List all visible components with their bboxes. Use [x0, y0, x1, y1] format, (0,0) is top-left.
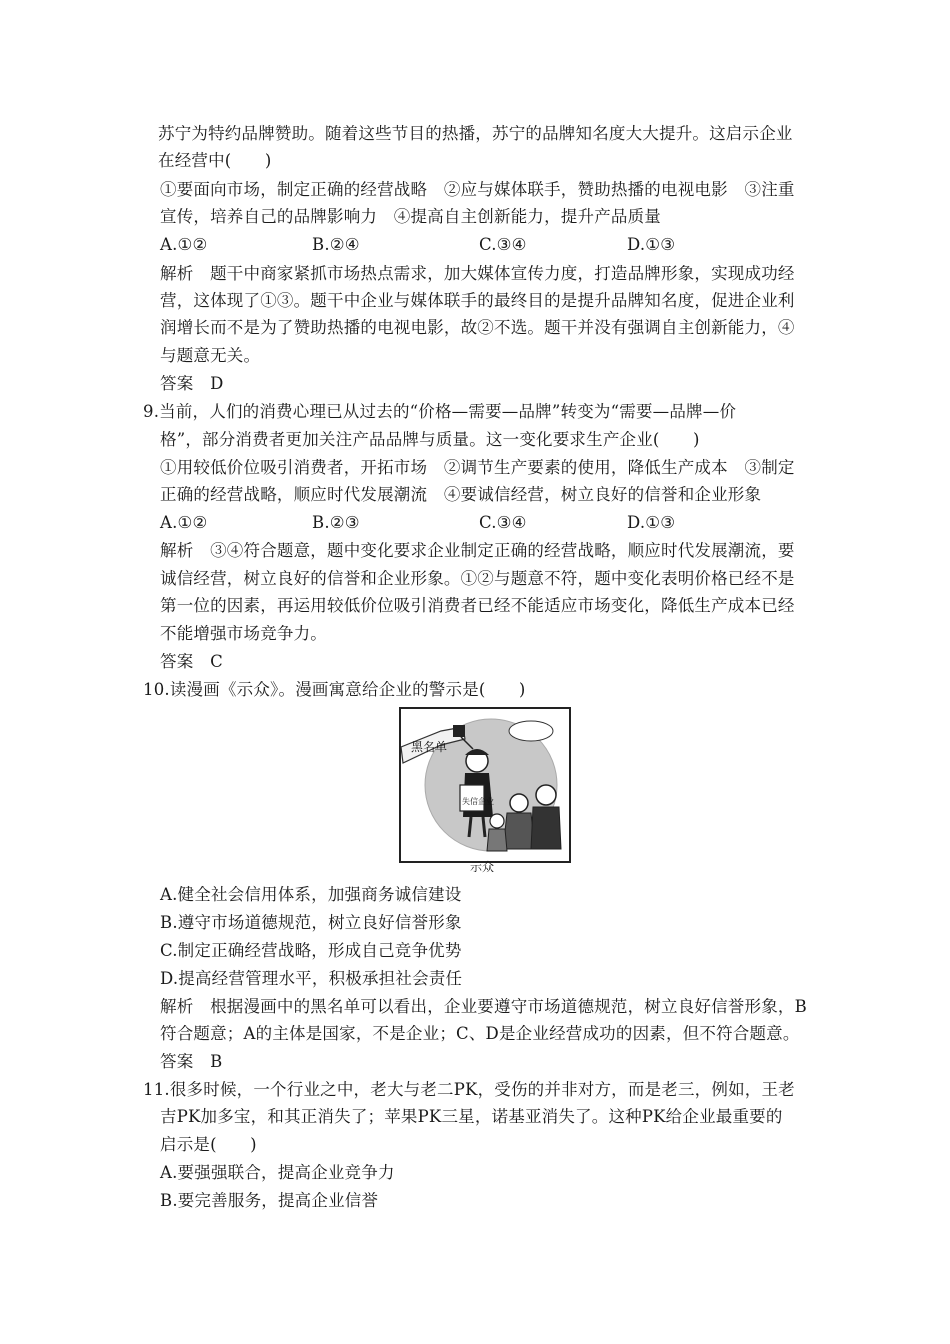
q9-answer: 答案 C	[160, 652, 223, 671]
cartoon-caption: 示众	[470, 860, 495, 874]
cartoon-drawing	[401, 709, 569, 861]
q11-stem-line: 吉PK加多宝，和其正消失了；苹果PK三星，诺基亚消失了。这种PK给企业最重要的	[160, 1107, 783, 1126]
q9-statement-line: ①用较低价位吸引消费者，开拓市场 ②调节生产要素的使用，降低生产成本 ③制定	[160, 458, 795, 477]
q11-option-a: A.要强强联合，提高企业竞争力	[160, 1163, 395, 1182]
q10-option-c: C.制定正确经营战略，形成自己竞争优势	[160, 941, 462, 960]
q10-answer: 答案 B	[160, 1052, 223, 1071]
q9-analysis-line: 诚信经营，树立良好的信誉和企业形象。①②与题意不符，题中变化表明价格已经不是	[160, 569, 795, 588]
q9-option-d: D.①③	[627, 513, 676, 532]
q11-stem-line: 启示是( )	[160, 1135, 257, 1154]
q8-statement-line: ①要面向市场，制定正确的经营战略 ②应与媒体联手，赞助热播的电视电影 ③注重	[160, 180, 795, 199]
q11-stem-line: 11.很多时候，一个行业之中，老大与老二PK，受伤的并非对方，而是老三，例如，王老	[143, 1080, 795, 1099]
q8-answer: 答案 D	[160, 374, 224, 393]
sign-label: 失信企业	[462, 797, 494, 806]
cartoon-image	[399, 707, 571, 863]
q9-option-c: C.③④	[479, 513, 527, 532]
q8-analysis-line: 润增长而不是为了赞助热播的电视电影，故②不选。题干并没有强调自主创新能力，④	[160, 318, 795, 337]
q9-option-a: A.①②	[160, 513, 208, 532]
q8-analysis-line: 与题意无关。	[160, 346, 261, 365]
q10-stem: 10.读漫画《示众》。漫画寓意给企业的警示是( )	[143, 680, 526, 699]
q8-option-a: A.①②	[160, 235, 208, 254]
q8-stem-line: 苏宁为特约品牌赞助。随着这些节目的热播，苏宁的品牌知名度大大提升。这启示企业	[158, 124, 793, 143]
q10-option-a: A.健全社会信用体系，加强商务诚信建设	[160, 885, 462, 904]
q8-stem-line: 在经营中( )	[158, 151, 272, 170]
q10-option-b: B.遵守市场道德规范，树立良好信誉形象	[160, 913, 462, 932]
q8-statement-line: 宣传，培养自己的品牌影响力 ④提高自主创新能力，提升产品质量	[160, 207, 661, 226]
q10-option-d: D.提高经营管理水平，积极承担社会责任	[160, 969, 463, 988]
q9-analysis-line: 解析 ③④符合题意，题中变化要求企业制定正确的经营战略，顺应时代发展潮流，要	[160, 541, 795, 560]
q9-statement-line: 正确的经营战略，顺应时代发展潮流 ④要诚信经营，树立良好的信誉和企业形象	[160, 485, 762, 504]
q8-option-b: B.②④	[312, 235, 360, 254]
q8-analysis-line: 解析 题干中商家紧抓市场热点需求，加大媒体宣传力度，打造品牌形象，实现成功经	[160, 264, 795, 283]
q9-analysis-line: 不能增强市场竞争力。	[160, 624, 327, 643]
q9-stem-line: 9.当前，人们的消费心理已从过去的“价格—需要—品牌”转变为“需要—品牌—价	[143, 402, 737, 421]
q9-analysis-line: 第一位的因素，再运用较低价位吸引消费者已经不能适应市场变化，降低生产成本已经	[160, 596, 795, 615]
blacklist-label: 黑名单	[411, 740, 448, 754]
q9-option-b: B.②③	[312, 513, 360, 532]
q8-option-c: C.③④	[479, 235, 527, 254]
q8-analysis-line: 营，这体现了①③。题干中企业与媒体联手的最终目的是提升品牌知名度，促进企业利	[160, 291, 795, 310]
q9-stem-line: 格”，部分消费者更加关注产品品牌与质量。这一变化要求生产企业( )	[160, 430, 700, 449]
q8-option-d: D.①③	[627, 235, 676, 254]
q11-option-b: B.要完善服务，提高企业信誉	[160, 1191, 379, 1210]
q10-analysis-line: 符合题意；A的主体是国家，不是企业；C、D是企业经营成功的因素，但不符合题意。	[160, 1024, 800, 1043]
q10-analysis-line: 解析 根据漫画中的黑名单可以看出，企业要遵守市场道德规范，树立良好信誉形象，B	[160, 997, 807, 1016]
